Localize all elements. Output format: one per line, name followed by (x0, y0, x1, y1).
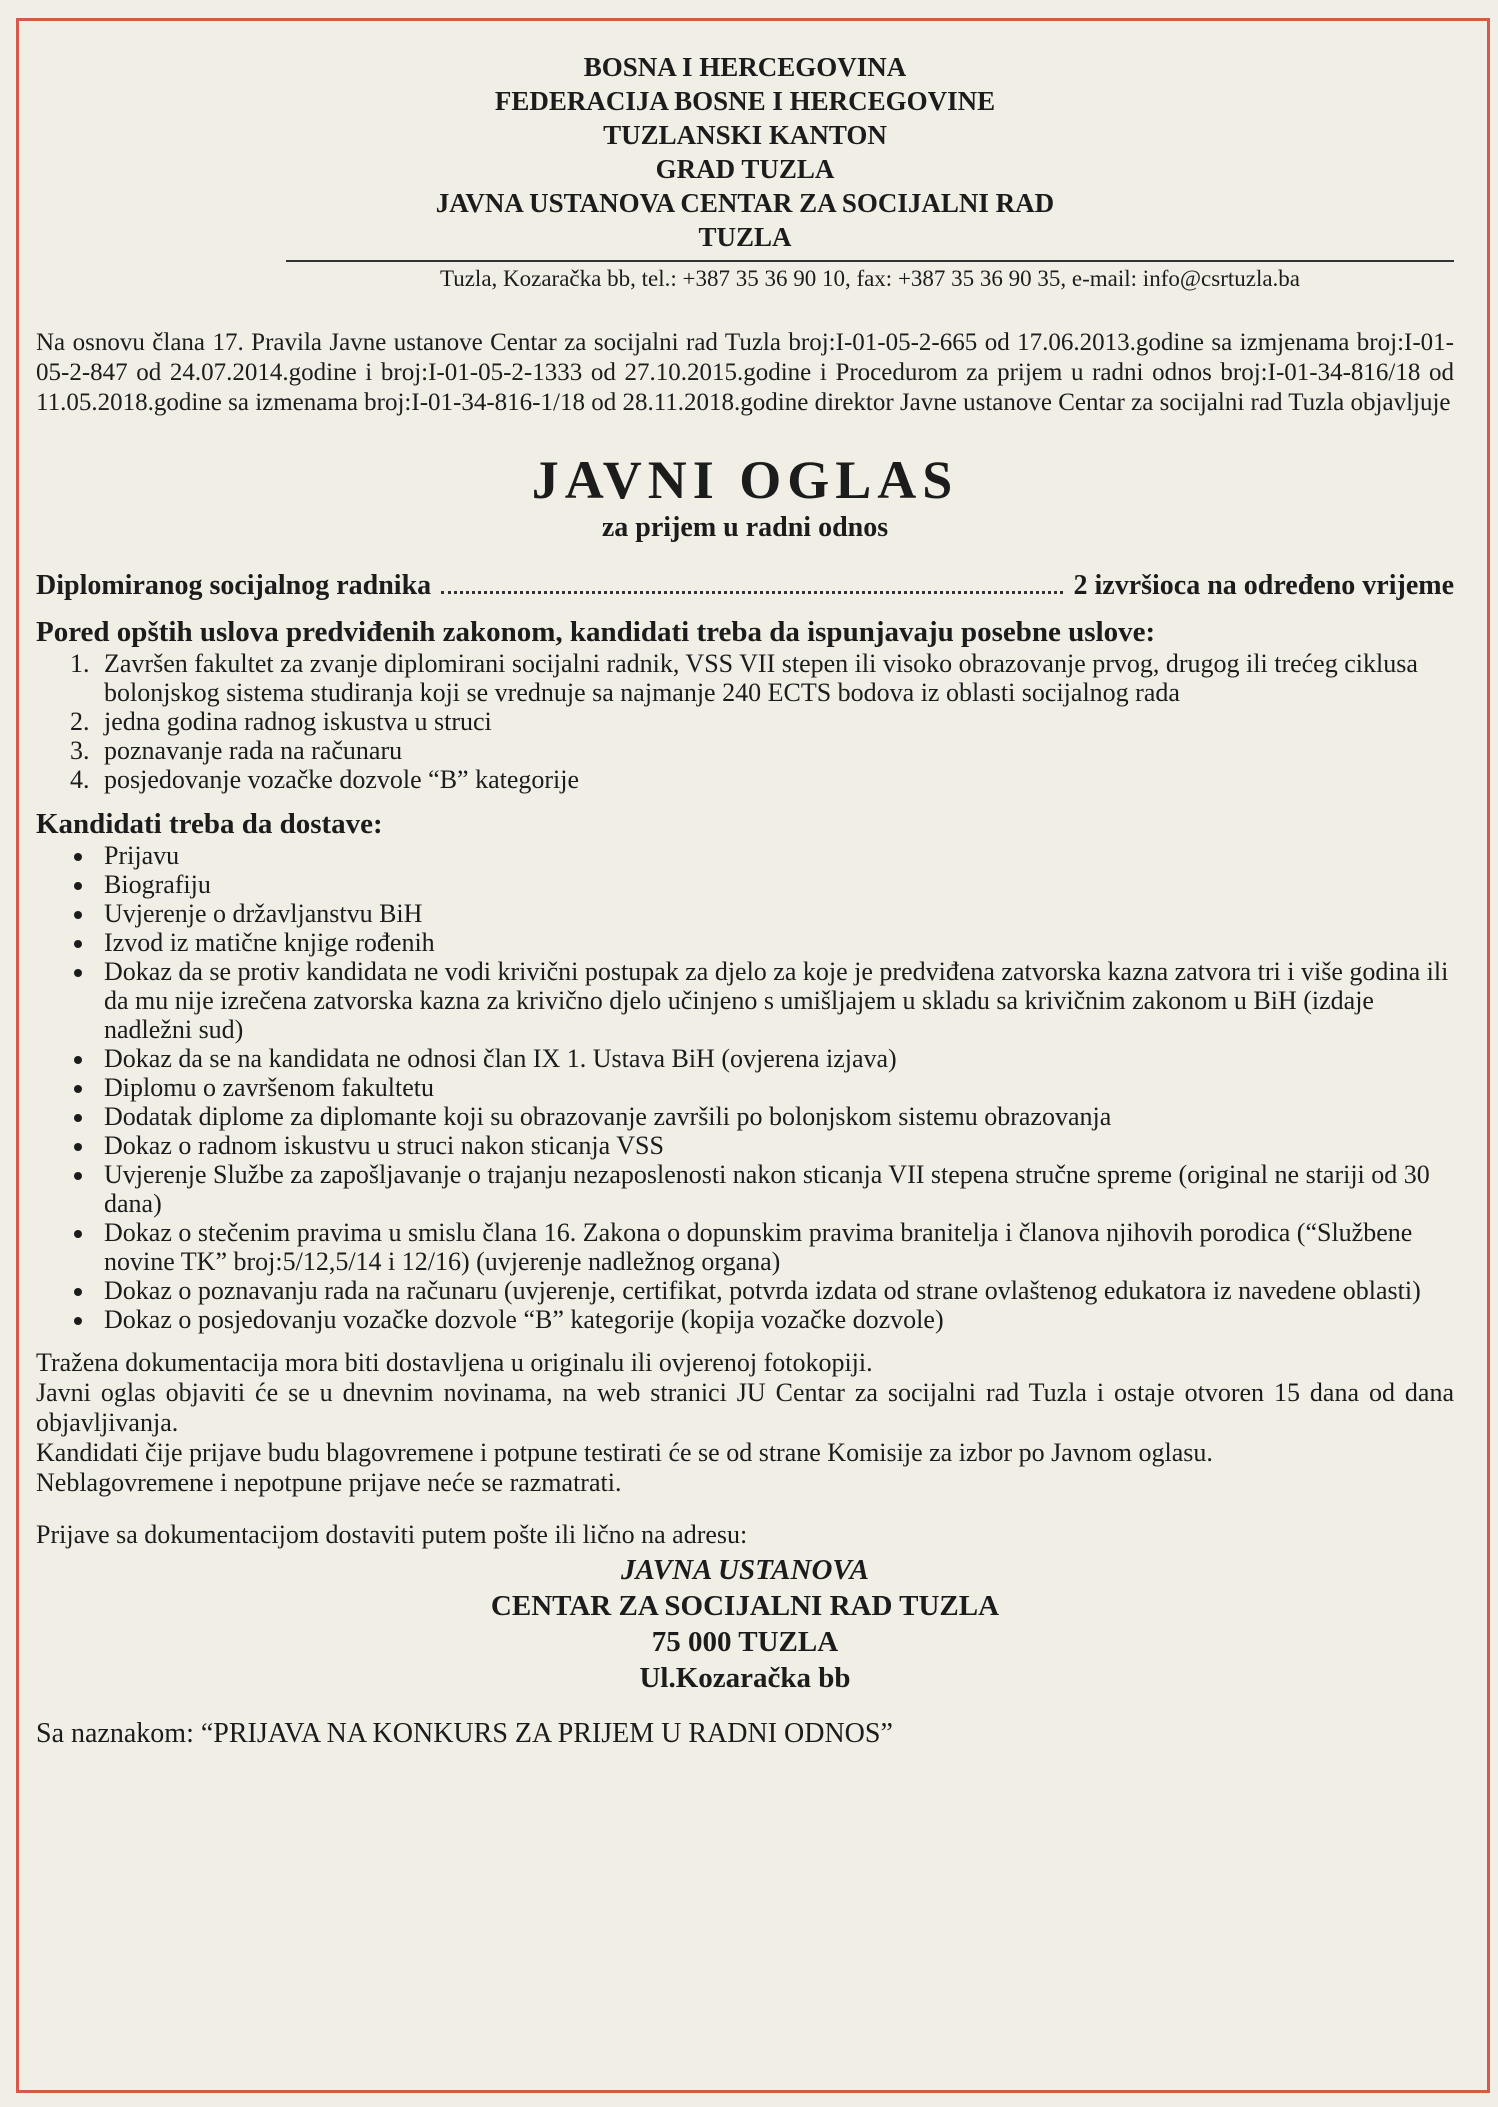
list-item: • Dokaz o poznavanju rada na računaru (uvjerenje, certifikat, potvrda izdata od strane ovlaštenog edukatora iz navedene oblasti) (96, 1276, 1454, 1305)
institution-header (36, 50, 1454, 254)
submission-label: Sa naznakom: “PRIJAVA NA KONKURS ZA PRIJEM U RADNI ODNOS” (36, 1718, 893, 1749)
documents-heading: Kandidati treba da dostave: (36, 808, 383, 840)
list-item: 4. posjedovanje vozačke dozvole “B” kategorije (96, 765, 1454, 794)
list-item: • Izvod iz matične knjige rođenih (96, 928, 1454, 957)
list-item: • Dokaz o radnom iskustvu u struci nakon sticanja VSS (96, 1131, 1454, 1160)
header-line: FEDERACIJA BOSNE I HERCEGOVINE (494, 86, 996, 116)
list-item: • Dokaz o stečenim pravima u smislu člana 16. Zakona o dopunskim pravima branitelja i članova njihovih porodica (“Službene novine TK” broj:5/12,5/14 i 12/16) (uvjerenje nadležnog organa) (96, 1218, 1454, 1276)
list-item: • Dodatak diplome za diplomante koji su obrazovanje završili po bolonjskom sistemu obrazovanja (96, 1102, 1454, 1131)
header-line: GRAD TUZLA (655, 154, 835, 184)
address-line: 75 000 TUZLA (651, 1626, 839, 1658)
list-item: • Dokaz da se na kandidata ne odnosi član IX 1. Ustava BiH (ovjerena izjava) (96, 1044, 1454, 1073)
header-line: TUZLANSKI KANTON (603, 120, 887, 150)
list-item: 1. Završen fakultet za zvanje diplomirani socijalni radnik, VSS VII stepen ili visoko obrazovanje prvog, drugog ili trećeg ciklusa bolonjskog sistema studiranja koji se vrednuje sa najmanje 240 ECTS bodova iz oblasti socijalnog rada (96, 649, 1454, 707)
note-paragraph: Tražena dokumentacija mora biti dostavljena u originalu ili ovjerenoj fotokopiji. (36, 1348, 873, 1377)
send-instruction: Prijave sa dokumentacijom dostaviti putem pošte ili lično na adresu: (36, 1520, 748, 1549)
contact-line: Tuzla, Kozaračka bb, tel.: +387 35 36 90 10, fax: +387 35 36 90 35, e-mail: info@csrtuzla.ba (286, 260, 1454, 292)
requirements-list (36, 649, 1454, 794)
list-item: • Biografiju (96, 870, 1454, 899)
documents-list (36, 841, 1454, 1334)
list-item: • Dokaz da se protiv kandidata ne vodi krivični postupak za djelo za koje je predviđena zatvorska kazna zatvora tri i više godina ili da mu nije izrečena zatvorska kazna za krivično djelo učinjeno s umišljajem u skladu sa krivičnim zakonom u BiH (izdaje nadležni sud) (96, 957, 1454, 1044)
list-item: 3. poznavanje rada na računaru (96, 736, 1454, 765)
list-item: • Uvjerenje o državljanstvu BiH (96, 899, 1454, 928)
mailing-address (36, 1552, 1454, 1696)
dotted-leader (441, 575, 1063, 594)
list-item: 2. jedna godina radnog iskustva u struci (96, 707, 1454, 736)
note-paragraph: Javni oglas objaviti će se u dnevnim novinama, na web stranici JU Centar za socijalni rad Tuzla i ostaje otvoren 15 dana od dana objavljivanja. (36, 1378, 1454, 1437)
header-line: TUZLA (698, 222, 792, 252)
notes-block (36, 1348, 1454, 1498)
position-line (36, 570, 1454, 602)
page-title: JAVNI OGLAS (531, 450, 959, 510)
intro-paragraph: Na osnovu člana 17. Pravila Javne ustanove Centar za socijalni rad Tuzla broj:I-01-05-2-665 od 17.06.2013.godine sa izmjenama broj:I-01-05-2-847 od 24.07.2014.godine i broj:I-01-05-2-1333 od 27.10.2015.godine i Procedurom za prijem u radni odnos broj:I-01-34-816/18 od 11.05.2018.godine sa izmenama broj:I-01-34-816-1/18 od 28.11.2018.godine direktor Javne ustanove Centar za socijalni rad Tuzla objavljuje (36, 329, 1454, 416)
list-item: • Diplomu o završenom fakultetu (96, 1073, 1454, 1102)
position-count: 2 izvršioca na određeno vrijeme (1073, 570, 1454, 601)
header-line: JAVNA USTANOVA CENTAR ZA SOCIJALNI RAD (435, 188, 1055, 218)
note-paragraph: Kandidati čije prijave budu blagovremene i potpune testirati će se od strane Komisije za izbor po Javnom oglasu. (36, 1438, 1213, 1467)
job-announcement (36, 50, 1454, 1750)
header-line: BOSNA I HERCEGOVINA (583, 52, 907, 82)
position-name: Diplomiranog socijalnog radnika (36, 570, 432, 601)
address-line: CENTAR ZA SOCIJALNI RAD TUZLA (490, 1590, 1000, 1622)
list-item: • Uvjerenje Službe za zapošljavanje o trajanju nezaposlenosti nakon sticanja VII stepena stručne spreme (original ne stariji od 30 dana) (96, 1160, 1454, 1218)
address-line: Ul.Kozaračka bb (639, 1662, 851, 1694)
list-item: • Prijavu (96, 841, 1454, 870)
requirements-heading: Pored opštih uslova predviđenih zakonom, kandidati treba da ispunjavaju posebne uslove: (36, 616, 1156, 648)
address-line: JAVNA USTANOVA (621, 1554, 869, 1586)
list-item: • Dokaz o posjedovanju vozačke dozvole “B” kategorije (kopija vozačke dozvole) (96, 1305, 1454, 1334)
note-paragraph: Neblagovremene i nepotpune prijave neće se razmatrati. (36, 1468, 622, 1497)
page-subtitle: za prijem u radni odnos (601, 512, 889, 543)
